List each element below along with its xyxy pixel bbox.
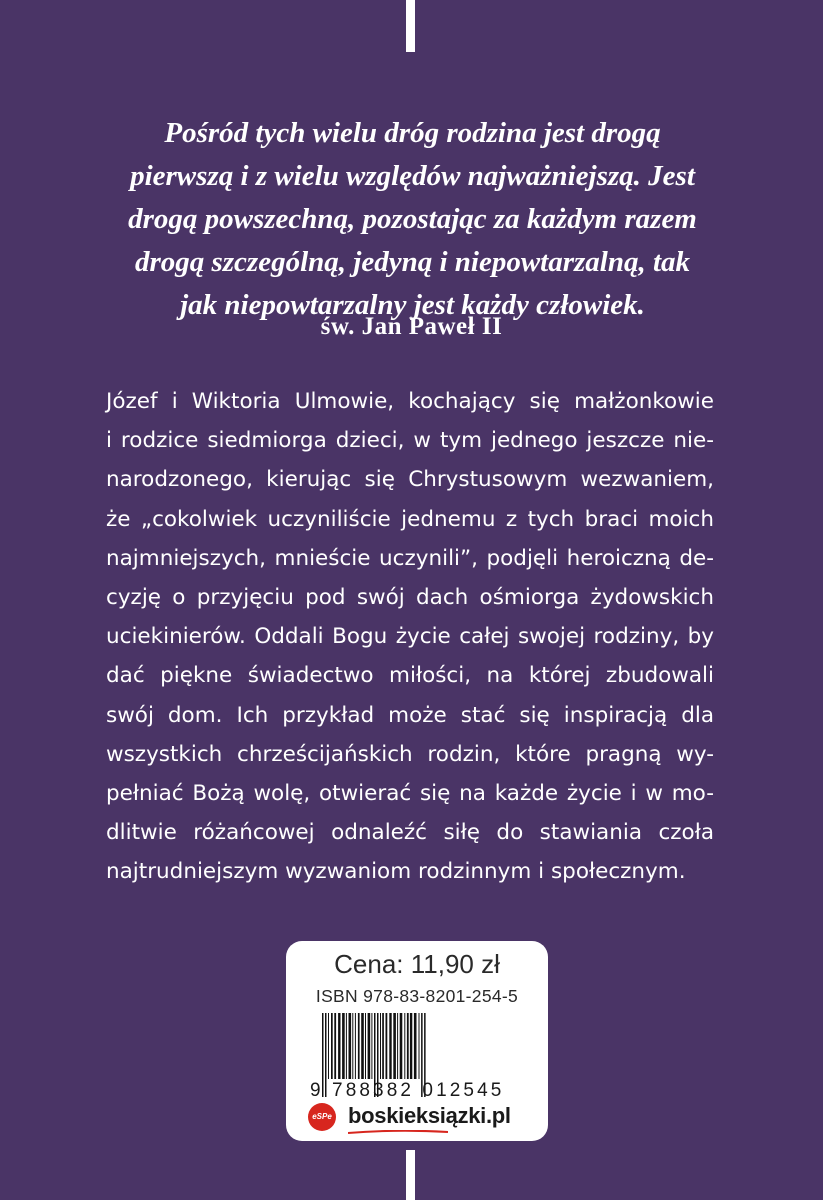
barcode-bar (386, 1013, 388, 1079)
spine-mark-top (406, 0, 415, 52)
description-line: swój dom. Ich przykład może stać się inspiracją dla (106, 702, 714, 728)
barcode-bar (382, 1013, 384, 1079)
barcode-bar (380, 1013, 381, 1079)
barcode-bar (346, 1013, 347, 1079)
barcode-bar (338, 1013, 340, 1079)
barcode-bar (365, 1013, 366, 1079)
description-line: Józef i Wiktoria Ulmowie, kochający się małżonkowie (106, 389, 714, 414)
barcode-bar (371, 1013, 372, 1079)
price-box (286, 941, 548, 1141)
quote-line: Pośród tych wielu dróg rodzina jest drogą (164, 117, 661, 149)
barcode-bar (400, 1013, 403, 1079)
spine-mark-bottom (406, 1150, 415, 1200)
barcode-bar (334, 1013, 336, 1079)
barcode-bar (414, 1013, 417, 1079)
espe-logo-icon: eSPe (308, 1103, 336, 1131)
description-line: dlitwie różańcowej odnaleźć siłę do stawiania czoła (106, 820, 714, 846)
quote-line: drogą szczególną, jedyną i niepowtarzalną, tak (134, 246, 691, 278)
barcode-bar (361, 1013, 364, 1079)
barcode-bar (331, 1013, 333, 1079)
barcode-bar (404, 1013, 405, 1079)
barcode-bar (397, 1013, 398, 1079)
price-label: Cena: 11,90 zł (334, 949, 500, 979)
barcode-bar (328, 1013, 329, 1079)
description-line: pełniać Bożą wolę, otwierać się na każde życie i w mo- (106, 781, 714, 807)
barcode-digits: 9 788382 012545 (310, 1080, 505, 1101)
barcode-bar (355, 1013, 356, 1079)
barcode-bar (349, 1013, 352, 1079)
barcode-bar (342, 1013, 345, 1079)
description-line: wszystkich chrześcijańskich rodzin, które pragną wy- (106, 741, 714, 767)
barcode-bar (358, 1013, 360, 1079)
quote-line: jak niepowtarzalny jest każdy człowiek. (180, 289, 645, 321)
quote-block (110, 112, 715, 327)
description-line: narodzonego, kierując się Chrystusowym wezwaniem, (106, 467, 714, 493)
description-line: że „cokolwiek uczyniliście jednemu z tych braci moich (106, 506, 714, 532)
quote-line: drogą powszechną, pozostając za każdym razem (128, 203, 697, 235)
barcode-bar (368, 1013, 371, 1079)
quote-line: pierwszą i z wielu względów najważniejszą. Jest (130, 160, 695, 192)
quote-author: św. Jan Paweł II (320, 313, 503, 340)
barcode-bar (393, 1013, 396, 1079)
description-line: i rodzice siedmiorga dzieci, w tym jednego jeszcze nie- (106, 428, 714, 454)
shop-name: boskieksiązki.pl (348, 1103, 511, 1128)
shop-underline-swoosh (348, 1130, 448, 1134)
description-line: cyzję o przyjęciu pod swój dach ośmiorga żydowskich (106, 585, 714, 611)
isbn-label: ISBN 978-83-8201-254-5 (315, 986, 519, 1006)
barcode-bar (352, 1013, 353, 1079)
barcode-bar (389, 1013, 391, 1079)
barcode-bar (419, 1013, 420, 1079)
description-line: dać piękne świadectwo miłości, na której zbudowali (106, 663, 714, 689)
book-description (106, 382, 714, 892)
description-line: uciekinierów. Oddali Bogu życie całej swojej rodziny, by (106, 624, 714, 650)
barcode-bar (410, 1013, 412, 1079)
publisher-logos (308, 1103, 538, 1133)
barcode-bar (407, 1013, 409, 1079)
description-line: najtrudniejszym wyzwaniom rodzinnym i społecznym. (106, 859, 686, 885)
description-line: najmniejszych, mnieście uczynili”, podjęli heroiczną de- (106, 545, 714, 571)
